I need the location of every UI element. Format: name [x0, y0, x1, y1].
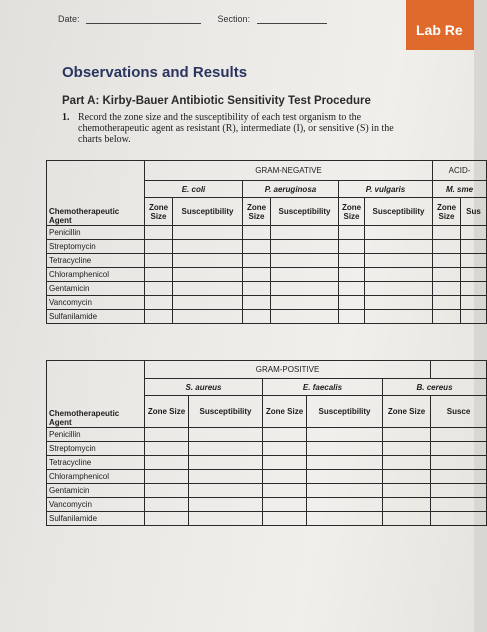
zone-size-cell[interactable]	[243, 296, 271, 310]
susceptibility-cell[interactable]	[365, 254, 433, 268]
susceptibility-cell[interactable]	[189, 484, 263, 498]
organism-header: S. aureus	[145, 379, 263, 396]
zone-size-cell[interactable]	[145, 268, 173, 282]
susceptibility-cell[interactable]	[189, 512, 263, 526]
agent-name: Tetracycline	[47, 254, 145, 268]
zone-size-cell[interactable]	[263, 428, 307, 442]
susceptibility-cell[interactable]	[189, 456, 263, 470]
zone-size-cell[interactable]	[433, 240, 461, 254]
gram-negative-header: GRAM-NEGATIVE	[145, 161, 433, 181]
susceptibility-cell[interactable]	[307, 512, 383, 526]
zone-size-cell[interactable]	[145, 442, 189, 456]
zone-size-cell[interactable]	[145, 456, 189, 470]
corner-cell	[47, 379, 145, 396]
zone-size-cell[interactable]	[339, 240, 365, 254]
agent-name: Gentamicin	[47, 484, 145, 498]
zone-size-cell[interactable]	[383, 428, 431, 442]
susceptibility-cell[interactable]	[173, 240, 243, 254]
susceptibility-cell[interactable]	[431, 512, 487, 526]
part-a-heading: Part A: Kirby-Bauer Antibiotic Sensitivity Test Procedure	[62, 95, 371, 107]
zone-size-header: Zone Size	[433, 198, 461, 226]
zone-size-cell[interactable]	[243, 310, 271, 324]
susceptibility-cell[interactable]	[307, 428, 383, 442]
zone-size-cell[interactable]	[145, 226, 173, 240]
table-row	[47, 310, 487, 324]
table-row	[47, 254, 487, 268]
zone-size-cell[interactable]	[433, 268, 461, 282]
susceptibility-header: Susceptibility	[271, 198, 339, 226]
zone-size-cell[interactable]	[383, 470, 431, 484]
date-label: Date:	[58, 14, 80, 24]
gram-positive-table	[46, 360, 487, 526]
zone-size-cell[interactable]	[339, 268, 365, 282]
agent-name: Vancomycin	[47, 498, 145, 512]
susceptibility-header: Susceptibility	[189, 396, 263, 428]
agent-name: Vancomycin	[47, 296, 145, 310]
susceptibility-cell[interactable]	[461, 296, 487, 310]
agent-name: Streptomycin	[47, 442, 145, 456]
table-row	[47, 282, 487, 296]
susceptibility-cell[interactable]	[307, 456, 383, 470]
susceptibility-cell[interactable]	[307, 442, 383, 456]
zone-size-cell[interactable]	[433, 226, 461, 240]
zone-size-cell[interactable]	[145, 428, 189, 442]
agent-name: Sulfanilamide	[47, 512, 145, 526]
susceptibility-cell[interactable]	[365, 310, 433, 324]
zone-size-header: Zone Size	[145, 198, 173, 226]
susceptibility-cell[interactable]	[189, 428, 263, 442]
organism-header: E. coli	[145, 181, 243, 198]
susceptibility-cell[interactable]	[271, 240, 339, 254]
zone-size-cell[interactable]	[145, 282, 173, 296]
gram-negative-table	[46, 160, 487, 324]
zone-size-cell[interactable]	[383, 456, 431, 470]
zone-size-cell[interactable]	[339, 310, 365, 324]
zone-size-cell[interactable]	[383, 442, 431, 456]
zone-size-header: Zone Size	[383, 396, 431, 428]
susceptibility-cell[interactable]	[173, 254, 243, 268]
zone-size-cell[interactable]	[145, 512, 189, 526]
susceptibility-cell[interactable]	[271, 282, 339, 296]
organism-header: B. cereus	[383, 379, 487, 396]
gram-positive-header: GRAM-POSITIVE	[145, 361, 431, 379]
susceptibility-header: Susceptibility	[307, 396, 383, 428]
zone-size-cell[interactable]	[243, 240, 271, 254]
instruction-number: 1.	[62, 112, 70, 123]
corner-cell	[47, 181, 145, 198]
zone-size-cell[interactable]	[383, 498, 431, 512]
acid-fast-header: ACID-	[433, 161, 487, 181]
organism-header: E. faecalis	[263, 379, 383, 396]
zone-size-cell[interactable]	[145, 310, 173, 324]
zone-size-cell[interactable]	[339, 296, 365, 310]
zone-size-cell[interactable]	[145, 498, 189, 512]
zone-size-header: Zone Size	[145, 396, 189, 428]
zone-size-cell[interactable]	[263, 442, 307, 456]
susceptibility-cell[interactable]	[431, 442, 487, 456]
susceptibility-cell[interactable]	[173, 296, 243, 310]
agent-name: Chloramphenicol	[47, 268, 145, 282]
zone-size-cell[interactable]	[433, 282, 461, 296]
susceptibility-cell[interactable]	[461, 268, 487, 282]
susceptibility-cell[interactable]	[271, 226, 339, 240]
susceptibility-cell[interactable]	[189, 498, 263, 512]
zone-size-cell[interactable]	[263, 470, 307, 484]
susceptibility-cell[interactable]	[271, 268, 339, 282]
susceptibility-cell[interactable]	[365, 240, 433, 254]
zone-size-header: Zone Size	[263, 396, 307, 428]
agent-column-header: Chemotherapeutic Agent	[47, 396, 145, 428]
susceptibility-cell[interactable]	[307, 470, 383, 484]
table-row	[47, 456, 487, 470]
susceptibility-cell[interactable]	[461, 282, 487, 296]
zone-size-cell[interactable]	[243, 268, 271, 282]
zone-size-cell[interactable]	[145, 240, 173, 254]
agent-column-header: Chemotherapeutic Agent	[47, 198, 145, 226]
zone-size-cell[interactable]	[145, 470, 189, 484]
date-section-line	[58, 14, 327, 24]
group-header-blank	[431, 361, 487, 379]
susceptibility-cell[interactable]	[431, 484, 487, 498]
susceptibility-cell[interactable]	[365, 282, 433, 296]
susceptibility-cell[interactable]	[271, 254, 339, 268]
zone-size-cell[interactable]	[243, 282, 271, 296]
zone-size-cell[interactable]	[263, 512, 307, 526]
section-field[interactable]	[257, 23, 327, 24]
instruction	[62, 112, 402, 145]
zone-size-cell[interactable]	[145, 254, 173, 268]
susceptibility-cell[interactable]	[189, 442, 263, 456]
susceptibility-cell[interactable]	[307, 484, 383, 498]
zone-size-cell[interactable]	[263, 498, 307, 512]
agent-name: Chloramphenicol	[47, 470, 145, 484]
corner-cell	[47, 161, 145, 181]
susceptibility-cell[interactable]	[431, 428, 487, 442]
zone-size-cell[interactable]	[243, 254, 271, 268]
table-row	[47, 268, 487, 282]
table-row	[47, 428, 487, 442]
zone-size-cell[interactable]	[383, 484, 431, 498]
table-row	[47, 484, 487, 498]
zone-size-header: Zone Size	[339, 198, 365, 226]
susceptibility-cell[interactable]	[271, 310, 339, 324]
organism-header: P. vulgaris	[339, 181, 433, 198]
zone-size-cell[interactable]	[339, 226, 365, 240]
susceptibility-header: Sus	[461, 198, 487, 226]
susceptibility-cell[interactable]	[173, 282, 243, 296]
susceptibility-cell[interactable]	[173, 268, 243, 282]
susceptibility-cell[interactable]	[461, 310, 487, 324]
zone-size-cell[interactable]	[383, 512, 431, 526]
section-label: Section:	[217, 14, 251, 24]
zone-size-cell[interactable]	[263, 456, 307, 470]
table-row	[47, 296, 487, 310]
susceptibility-cell[interactable]	[461, 226, 487, 240]
susceptibility-cell[interactable]	[431, 498, 487, 512]
organism-header: M. sme	[433, 181, 487, 198]
susceptibility-cell[interactable]	[189, 470, 263, 484]
corner-cell	[47, 361, 145, 379]
susceptibility-header: Susceptibility	[365, 198, 433, 226]
susceptibility-cell[interactable]	[461, 240, 487, 254]
page-title: Observations and Results	[62, 64, 248, 81]
table-row	[47, 470, 487, 484]
susceptibility-cell[interactable]	[365, 226, 433, 240]
lab-report-tab: Lab Re	[406, 0, 474, 50]
susceptibility-cell[interactable]	[173, 310, 243, 324]
zone-size-cell[interactable]	[263, 484, 307, 498]
zone-size-cell[interactable]	[433, 254, 461, 268]
susceptibility-cell[interactable]	[365, 268, 433, 282]
agent-name: Gentamicin	[47, 282, 145, 296]
susceptibility-cell[interactable]	[307, 498, 383, 512]
table-row	[47, 442, 487, 456]
susceptibility-header: Susceptibility	[173, 198, 243, 226]
instruction-text: Record the zone size and the susceptibility of each test organism to the chemotherapeutic agent as resistant (R), intermediate (I), or sensitive (S) in the charts below.	[78, 112, 394, 145]
agent-name: Penicillin	[47, 226, 145, 240]
susceptibility-cell[interactable]	[461, 254, 487, 268]
table-row	[47, 226, 487, 240]
zone-size-cell[interactable]	[145, 296, 173, 310]
zone-size-cell[interactable]	[243, 226, 271, 240]
zone-size-cell[interactable]	[433, 310, 461, 324]
susceptibility-cell[interactable]	[365, 296, 433, 310]
susceptibility-cell[interactable]	[173, 226, 243, 240]
susceptibility-cell[interactable]	[431, 470, 487, 484]
agent-name: Streptomycin	[47, 240, 145, 254]
agent-name: Penicillin	[47, 428, 145, 442]
zone-size-header: Zone Size	[243, 198, 271, 226]
agent-name: Tetracycline	[47, 456, 145, 470]
zone-size-cell[interactable]	[145, 484, 189, 498]
agent-name: Sulfanilamide	[47, 310, 145, 324]
susceptibility-cell[interactable]	[271, 296, 339, 310]
zone-size-cell[interactable]	[339, 254, 365, 268]
table-row	[47, 240, 487, 254]
susceptibility-cell[interactable]	[431, 456, 487, 470]
zone-size-cell[interactable]	[339, 282, 365, 296]
table-row	[47, 498, 487, 512]
susceptibility-header: Susce	[431, 396, 487, 428]
table-row	[47, 512, 487, 526]
zone-size-cell[interactable]	[433, 296, 461, 310]
date-field[interactable]	[86, 23, 201, 24]
organism-header: P. aeruginosa	[243, 181, 339, 198]
